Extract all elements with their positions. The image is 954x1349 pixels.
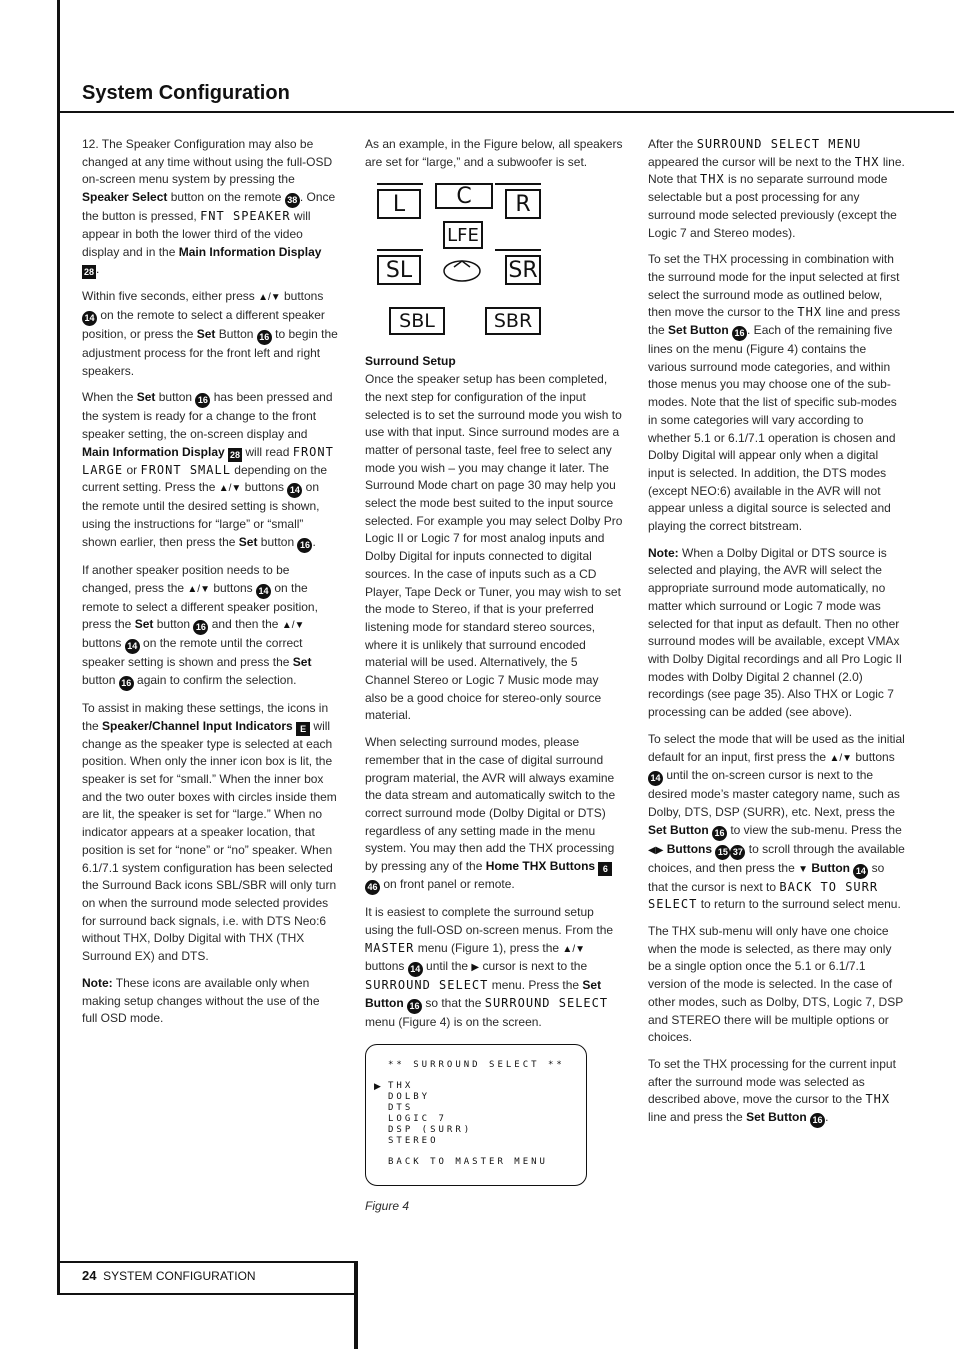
down-arrow-icon: ▼ bbox=[798, 863, 808, 875]
bold-text: Set Button bbox=[746, 1110, 807, 1125]
text: buttons bbox=[209, 580, 257, 595]
speaker-l-indicator: L bbox=[377, 189, 421, 219]
figure-caption: Figure 4 bbox=[365, 1198, 410, 1213]
text: . Each of the remaining five lines on the menu (Figure 4) contains the various surround mode categories, and within those menus you may choose one of the sub-modes. Note that the list of specific sub-modes in some categories will vary according to whether 5.1 or 6.1/7.1 operation is chosen and Dolby Digital will appear only when a digital input is selected. In addition, the DTS modes (except NEO:6) available in the AVR will not appear unless a digital source is selected and playing the correct bitstream. bbox=[648, 323, 897, 534]
title-rule bbox=[57, 111, 954, 113]
text: buttons bbox=[365, 959, 408, 974]
osd-text: BACK TO SURR SELECT bbox=[648, 879, 879, 912]
text: menu (Figure 4) is on the screen. bbox=[365, 1014, 542, 1029]
speaker-lfe-indicator: LFE bbox=[443, 221, 483, 249]
note-label: Note: bbox=[82, 975, 113, 990]
osd-text: THX bbox=[700, 172, 725, 187]
callout-number: 14 bbox=[853, 864, 868, 879]
menu-item: DTS bbox=[388, 1102, 414, 1113]
osd-text: FNT SPEAKER bbox=[200, 209, 291, 224]
page-footer bbox=[82, 1268, 256, 1283]
bold-text: Home THX Buttons bbox=[485, 859, 596, 874]
paragraph bbox=[648, 545, 906, 722]
column-2 bbox=[365, 136, 623, 1215]
surround-select-menu-figure bbox=[365, 1044, 587, 1186]
text: button bbox=[153, 617, 194, 632]
speaker-sbl-indicator: SBL bbox=[389, 307, 445, 335]
callout-number: 16 bbox=[407, 999, 422, 1014]
text: appeared the cursor will be next to the bbox=[648, 154, 855, 169]
column-1 bbox=[82, 136, 338, 1037]
osd-text: SURROUND SELECT bbox=[484, 995, 609, 1010]
callout-number: 14 bbox=[287, 483, 302, 498]
text: menu. Press the bbox=[488, 978, 583, 993]
text: again to confirm the selection. bbox=[133, 672, 297, 687]
paragraph bbox=[365, 904, 623, 1032]
callout-number: 16 bbox=[193, 620, 208, 635]
text: When a Dolby Digital or DTS source is selected and playing, the AVR will select the appropriate surround mode automatically, no matter which surround or Logic 7 mode was selected for that input as default. Then no other surround modes will be available, except VMAx with Dolby Digital recordings and all Pro Logic II modes with Dolby Digital 2 channel (2.0) recordings (see page 35). Also THX or Logic 7 processing can be added (see above). bbox=[648, 545, 903, 720]
text: To set the THX processing for the current input after the surround mode was selected as described above, move the cursor to the bbox=[648, 1056, 896, 1107]
speaker-layout-figure bbox=[377, 183, 547, 343]
callout-number: 37 bbox=[730, 845, 745, 860]
paragraph: The THX sub-menu will only have one choice when the mode is selected, as there may only be a single option once the 5.1 or 6.1/7.1 version of the mode is selected. In the case of other modes, such as Dolby, DTS, Logic 7, DSP and STEREO there will be multiple options or choices. bbox=[648, 924, 904, 1045]
callout-number: 16 bbox=[195, 393, 210, 408]
listener-icon bbox=[441, 257, 483, 285]
speaker-sbr-indicator: SBR bbox=[485, 307, 541, 335]
paragraph bbox=[648, 731, 906, 914]
callout-number: 38 bbox=[285, 193, 300, 208]
bold-text: Main Information Display bbox=[178, 244, 322, 259]
callout-number: 14 bbox=[256, 584, 271, 599]
text: to view the sub-menu. Press the bbox=[727, 822, 902, 837]
text: . bbox=[825, 1110, 829, 1125]
text: will appear in both the lower third of the video display and in the bbox=[82, 209, 311, 259]
bold-text: Set bbox=[134, 617, 154, 632]
callout-number: 16 bbox=[810, 1113, 825, 1128]
text: These icons are available only when making setup changes without the use of the full OSD mode. bbox=[82, 975, 320, 1026]
up-down-arrow-icon: ▲/▼ bbox=[187, 583, 210, 595]
text: buttons bbox=[852, 749, 895, 764]
text: button bbox=[155, 390, 196, 405]
callout-square: 28 bbox=[230, 449, 241, 460]
paragraph bbox=[82, 975, 338, 1028]
text: to return to the surround select menu. bbox=[697, 897, 901, 912]
text: on the remote until the desired setting is shown, using the instructions for “large” or “small” shown earlier, then press the bbox=[82, 480, 320, 549]
text: 12. The Speaker Configuration may also be changed at any time without using the full-OSD on-screen menu system by pressing the bbox=[82, 137, 333, 187]
bold-text: Button bbox=[811, 860, 850, 875]
indicator-line bbox=[495, 249, 541, 251]
footer-bar bbox=[354, 1261, 358, 1349]
menu-item: STEREO bbox=[388, 1135, 439, 1146]
callout-number: 14 bbox=[408, 962, 423, 977]
text: button on the remote bbox=[167, 190, 285, 205]
up-down-arrow-icon: ▲/▼ bbox=[281, 620, 305, 632]
text: Within five seconds, either press bbox=[82, 289, 259, 304]
text: To assist in making these settings, the icons in the bbox=[82, 700, 329, 733]
text: on front panel or remote. bbox=[380, 877, 515, 892]
text: is no separate surround mode selectable but a post processing for any surround mode selected previously (except the Logic 7 and Stereo modes). bbox=[648, 172, 897, 240]
text: . bbox=[312, 534, 316, 549]
text: To set the THX processing in combination with the surround mode for the input selected at first select the surround mode as outlined below, then move the cursor to the bbox=[648, 252, 900, 320]
text: has been pressed and the system is ready for a change to the front speaker setting, the on-screen display and bbox=[82, 390, 333, 442]
callout-number: 16 bbox=[119, 676, 134, 691]
osd-text: FRONT LARGE bbox=[82, 444, 334, 477]
speaker-sl-indicator: SL bbox=[377, 255, 421, 285]
up-down-arrow-icon: ▲/▼ bbox=[218, 483, 242, 495]
callout-square: E bbox=[296, 722, 310, 736]
text: to begin the adjustment process for the front left and right speakers. bbox=[82, 326, 338, 378]
paragraph bbox=[82, 562, 338, 691]
paragraph bbox=[648, 1056, 906, 1128]
bold-text: Set Button bbox=[668, 323, 729, 338]
cursor-arrow-icon: ▶ bbox=[374, 1080, 381, 1091]
text: After the bbox=[648, 137, 697, 151]
speaker-c-indicator: C bbox=[435, 183, 493, 209]
callout-number: 16 bbox=[257, 330, 272, 345]
callout-number: 16 bbox=[297, 538, 312, 553]
menu-item: DOLBY bbox=[388, 1091, 431, 1102]
text: It is easiest to complete the surround setup using the full-OSD on-screen menus. From the bbox=[365, 905, 614, 937]
menu-item: LOGIC 7 bbox=[388, 1113, 447, 1124]
indicator-line bbox=[377, 249, 423, 251]
paragraph bbox=[82, 700, 338, 966]
text: . Once the button is pressed, bbox=[82, 190, 336, 224]
column-3 bbox=[648, 136, 906, 1137]
menu-header: ** SURROUND SELECT ** bbox=[388, 1059, 565, 1070]
text: depending on the current setting. Press the bbox=[82, 462, 328, 495]
text: button bbox=[257, 534, 298, 549]
osd-text: THX bbox=[854, 154, 880, 169]
text: line and press the bbox=[648, 305, 901, 338]
osd-text: FRONT SMALL bbox=[140, 462, 231, 477]
osd-text: MASTER bbox=[365, 940, 415, 955]
note-label: Note: bbox=[648, 545, 679, 560]
text: . bbox=[96, 262, 100, 277]
text: on the remote to select a different speaker position, press the bbox=[82, 580, 318, 632]
bold-text: Set bbox=[136, 390, 156, 405]
text: buttons bbox=[82, 636, 125, 651]
callout-number: 14 bbox=[125, 639, 140, 654]
callout-square: 6 bbox=[598, 862, 612, 876]
text: so that the cursor is next to bbox=[648, 860, 885, 894]
text: cursor is next to the bbox=[479, 959, 588, 974]
text: buttons bbox=[241, 480, 288, 495]
text: buttons bbox=[280, 289, 324, 304]
menu-back-item: BACK TO MASTER MENU bbox=[388, 1156, 548, 1167]
section-heading: Surround Setup bbox=[365, 354, 456, 369]
bold-text: Speaker/Channel Input Indicators bbox=[102, 718, 293, 733]
up-down-arrow-icon: ▲/▼ bbox=[562, 943, 585, 955]
text: To select the mode that will be used as the initial default for an input, first press the bbox=[648, 731, 905, 764]
callout-number: 15 bbox=[715, 845, 730, 860]
left-margin-bar bbox=[57, 0, 60, 1295]
paragraph: Once the speaker setup has been completed, the next step for configuration of the input selected is to set the surround mode you wish to use with that input. Since surround modes are a matter of personal taste, feel free to select any mode you wish – you may change it later. The Surround Mode chart on page 30 may help you select the mode best suited to the input source selected. For example you may select Dolby Pro Logic II or Logic 7 for most analog inputs and Dolby Digital for inputs connected to digital sources. In the case of inputs such as a CD Player, Tape Deck or Tuner, you may wish to set the mode to Stereo, if that is your preferred listening mode for standard stereo sources, where it is unlikely that surround encoded material will be used. Alternatively, the 5 Channel Stereo or Logic 7 Music mode may also be a good choice for stereo-only source material. bbox=[365, 372, 623, 723]
text: When the bbox=[82, 390, 137, 405]
text: until the on-screen cursor is next to the desired mode’s master category name, such as Dolby, DTS, DSP (SURR), etc. Next, press the bbox=[648, 768, 900, 819]
text: so that the bbox=[422, 995, 485, 1010]
text: and then the bbox=[208, 617, 282, 632]
osd-text: SURROUND SELECT bbox=[365, 978, 489, 993]
text: Button bbox=[215, 326, 257, 341]
bold-text: Main Information Display bbox=[82, 444, 225, 459]
footer-rule bbox=[57, 1293, 357, 1295]
text: button bbox=[82, 672, 119, 687]
up-down-arrow-icon: ▲/▼ bbox=[829, 752, 853, 764]
bold-text: Set bbox=[238, 534, 258, 549]
menu-item: THX bbox=[388, 1080, 414, 1091]
text: or bbox=[123, 462, 141, 477]
bold-text: Speaker Select bbox=[82, 190, 168, 205]
paragraph bbox=[365, 353, 623, 371]
osd-text: SURROUND SELECT MENU bbox=[696, 137, 862, 151]
text: to scroll through the available choices, and then press the bbox=[648, 841, 905, 875]
text: line. Note that bbox=[648, 154, 905, 187]
text: will read bbox=[242, 444, 293, 459]
text: on the remote until the correct speaker setting is shown and press the bbox=[82, 636, 303, 670]
left-right-arrow-icon: ◀▶ bbox=[648, 844, 664, 856]
indicator-line bbox=[377, 183, 423, 185]
text: menu (Figure 1), press the bbox=[414, 940, 563, 955]
callout-number: 16 bbox=[732, 326, 747, 341]
callout-square: 28 bbox=[83, 267, 94, 278]
text: If another speaker position needs to be changed, press the bbox=[82, 562, 290, 595]
osd-text: THX bbox=[865, 1092, 891, 1107]
callout-number: 14 bbox=[648, 771, 663, 786]
page-number: 24 bbox=[82, 1268, 97, 1283]
speaker-r-indicator: R bbox=[505, 189, 541, 219]
indicator-line bbox=[495, 183, 541, 185]
paragraph bbox=[648, 251, 906, 536]
bold-text: Set Button bbox=[648, 822, 709, 837]
right-arrow-icon: ▶ bbox=[471, 962, 480, 974]
text: will change as the speaker type is selected at each position. When only the inner icon box is lit, the speaker is set for “small.” When the inner box and the two outer boxes with circles inside them are lit, the speaker is set for “large.” When no indicator appears at a speaker location, that position is set for “none” or “no” speaker. When 6.1/7.1 system configuration has been selected the Surround Back icons SBL/SBR will only turn on when the surround mode selected provides for surround back signals, i.e. with DTS Neo:6 without THX, Dolby Digital with THX (THX Surround EX) and DTS. bbox=[82, 718, 337, 964]
text: until the bbox=[422, 959, 472, 974]
bold-text: Buttons bbox=[666, 841, 713, 856]
paragraph bbox=[82, 288, 338, 380]
callout-number: 14 bbox=[82, 311, 97, 326]
menu-item: DSP (SURR) bbox=[388, 1124, 473, 1135]
paragraph bbox=[365, 734, 623, 895]
osd-text: THX bbox=[797, 305, 823, 320]
up-down-arrow-icon: ▲/▼ bbox=[258, 292, 281, 304]
paragraph: As an example, in the Figure below, all speakers are set for “large,” and a subwoofer is set. bbox=[365, 137, 623, 169]
callout-number: 46 bbox=[365, 880, 380, 895]
page-title: System Configuration bbox=[82, 82, 290, 104]
paragraph bbox=[82, 389, 338, 553]
footer-label: SYSTEM CONFIGURATION bbox=[103, 1269, 256, 1283]
paragraph bbox=[648, 136, 906, 242]
footer-rule bbox=[57, 1261, 357, 1263]
callout-number: 16 bbox=[712, 826, 727, 841]
text: on the remote to select a different speaker position, or press the bbox=[82, 307, 325, 341]
text: line and press the bbox=[648, 1110, 747, 1125]
bold-text: Set Button bbox=[365, 978, 602, 1010]
bold-text: Set bbox=[292, 655, 312, 670]
bold-text: Set bbox=[196, 326, 216, 341]
paragraph bbox=[82, 136, 338, 279]
speaker-sr-indicator: SR bbox=[505, 255, 541, 285]
text: When selecting surround modes, please remember that in the case of digital surround program material, the AVR will always examine the data stream and automatically switch to the correct surround mode (Dolby Digital or DTS) regardless of any setting made in the menu system. You may then add the THX processing by pressing any of the bbox=[365, 735, 616, 874]
